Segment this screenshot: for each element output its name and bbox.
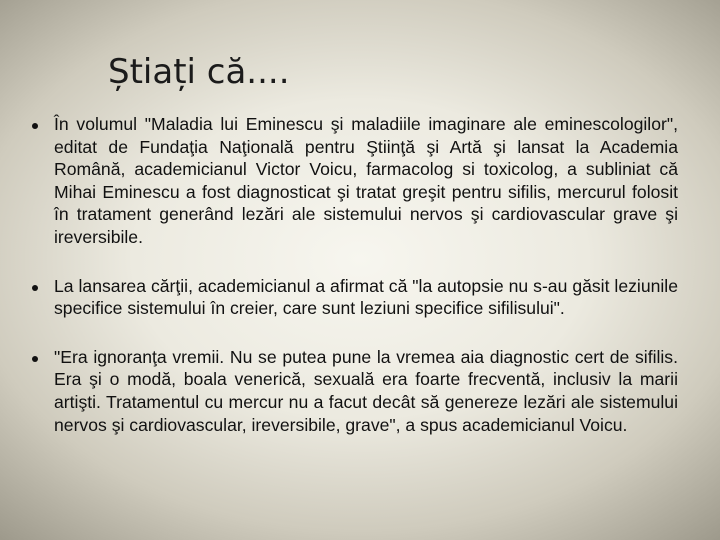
bullet-dot-icon: [32, 356, 38, 362]
bullet-dot-icon: [32, 285, 38, 291]
bullet-dot-icon: [32, 123, 38, 129]
slide-title: Știați că....: [108, 52, 290, 92]
bullet-list: [32, 113, 678, 462]
bullet-item-2: [32, 275, 678, 320]
bullet-item-1: [32, 113, 678, 249]
bullet-text-2: La lansarea cărţii, academicianul a afirmat că "la autopsie nu s-au găsit leziunile specifice sistemului în creier, care sunt leziuni specifice sifilisului".: [54, 275, 678, 319]
bullet-item-3: [32, 346, 678, 436]
bullet-text-1: În volumul "Maladia lui Eminescu şi maladiile imaginare ale eminescologilor", editat de Fundaţia Naţională pentru Ştiinţă şi Artă şi lansat la Academia Română, academicianul Victor Voicu, farmacolog si toxicolog, a subliniat că Mihai Eminescu a fost diagnosticat şi tratat greşit pentru sifilis, mercurul folosit în tratament generând lezări ale sistemului nervos şi cardiovascular grave şi ireversibile.: [54, 114, 678, 247]
bullet-text-3: "Era ignoranţa vremii. Nu se putea pune la vremea aia diagnostic cert de sifilis. Era şi o modă, boala venerică, sexuală era foarte frecventă, inclusiv la marii artişti. Tratamentul cu mercur nu a facut decât să genereze lezări ale sistemului nervos şi cardiovascular, ireversibile, grave", a spus academicianul Voicu.: [54, 346, 678, 435]
